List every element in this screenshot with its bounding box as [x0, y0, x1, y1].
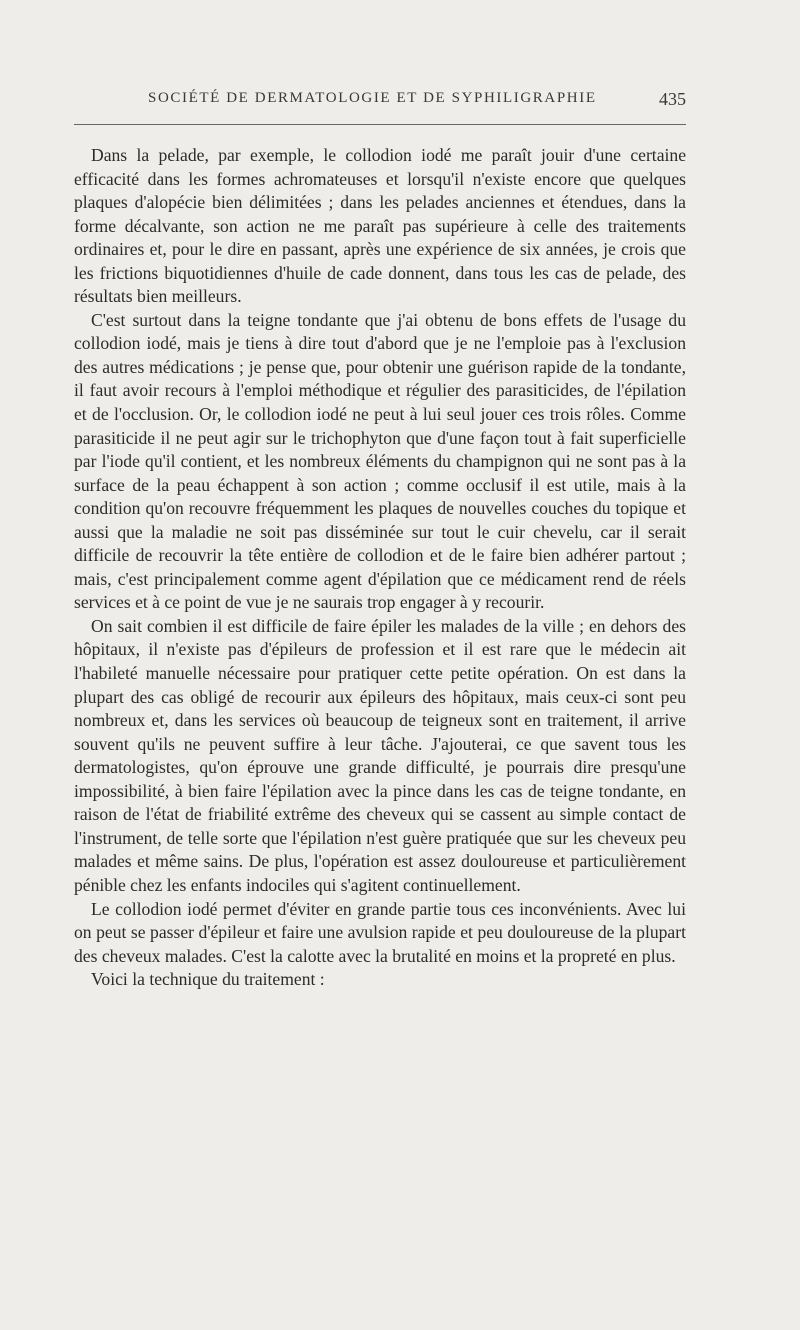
page-number: 435	[659, 89, 686, 109]
running-head: SOCIÉTÉ DE DERMATOLOGIE ET DE SYPHILIGRAPHIE	[148, 90, 597, 106]
paragraph: C'est surtout dans la teigne tondante que j'ai obtenu de bons effets de l'usage du collodion iodé, mais je tiens à dire tout d'abord que je ne l'emploie pas à l'exclusion des autres médications ; je pense que, pour obtenir une guérison rapide de la tondante, il faut avoir recours à l'emploi méthodique et régulier des parasiticides, de l'épilation et de l'occlusion. Or, le collodion iodé ne peut à lui seul jouer ces trois rôles. Comme parasiticide il ne peut agir sur le trichophyton que d'une façon tout à fait superficielle par l'iode qu'il contient, et les nombreux éléments du champignon qui ne sont pas à la surface de la peau échappent à son action ; comme occlusif il est utile, mais à la condition qu'on recouvre fréquemment les plaques de nouvelles couches du topique et aussi que la maladie ne soit pas disséminée sur tout le cuir chevelu, car il serait difficile de recouvrir la tête entière de collodion et de le faire bien adhérer partout ; mais, c'est principalement comme agent d'épilation que ce médicament rend de réels services et à ce point de vue je ne saurais trop engager à y recourir.	[74, 309, 686, 613]
page-header	[118, 90, 686, 114]
paragraph: Dans la pelade, par exemple, le collodion iodé me paraît jouir d'une certaine efficacité dans les formes achromateuses et lorsqu'il n'existe encore que quelques plaques d'alopécie bien délimitées ; dans les pelades anciennes et étendues, dans la forme décalvante, son action ne me paraît pas supérieure à celle des traitements ordinaires et, pour le dire en passant, après une expérience de six années, je crois que les frictions biquotidiennes d'huile de cade donnent, dans tous les cas de pelade, des résultats bien meilleurs.	[74, 145, 686, 307]
paragraph: Voici la technique du traitement :	[91, 969, 325, 990]
paragraph: Le collodion iodé permet d'éviter en grande partie tous ces inconvénients. Avec lui on peut se passer d'épileur et faire une avulsion rapide et peu douloureuse de la plupart des cheveux malades. C'est la calotte avec la brutalité en moins et la propreté en plus.	[74, 898, 686, 966]
header-rule	[74, 124, 686, 125]
body-text	[74, 144, 686, 992]
paragraph: On sait combien il est difficile de faire épiler les malades de la ville ; en dehors des hôpitaux, il n'existe pas d'épileurs de profession et il est rare que le médecin ait l'habileté manuelle nécessaire pour pratiquer cette petite opération. On est dans la plupart des cas obligé de recourir aux épileurs des hôpitaux, mais ceux-ci sont peu nombreux et, dans les services où beaucoup de teigneux sont en traitement, il arrive souvent qu'ils ne peuvent suffire à leur tâche. J'ajouterai, ce que savent tous les dermatologistes, qu'on éprouve une grande difficulté, je pourrais dire presqu'une impossibilité, à bien faire l'épilation avec la pince dans les cas de teigne tondante, en raison de l'état de friabilité extrême des cheveux qui se cassent au simple contact de l'instrument, de telle sorte que l'épilation n'est guère pratiquée que sur les cheveux peu malades et même sains. De plus, l'opération est assez douloureuse et particulièrement pénible chez les enfants indociles qui s'agitent continuellement.	[74, 615, 686, 895]
